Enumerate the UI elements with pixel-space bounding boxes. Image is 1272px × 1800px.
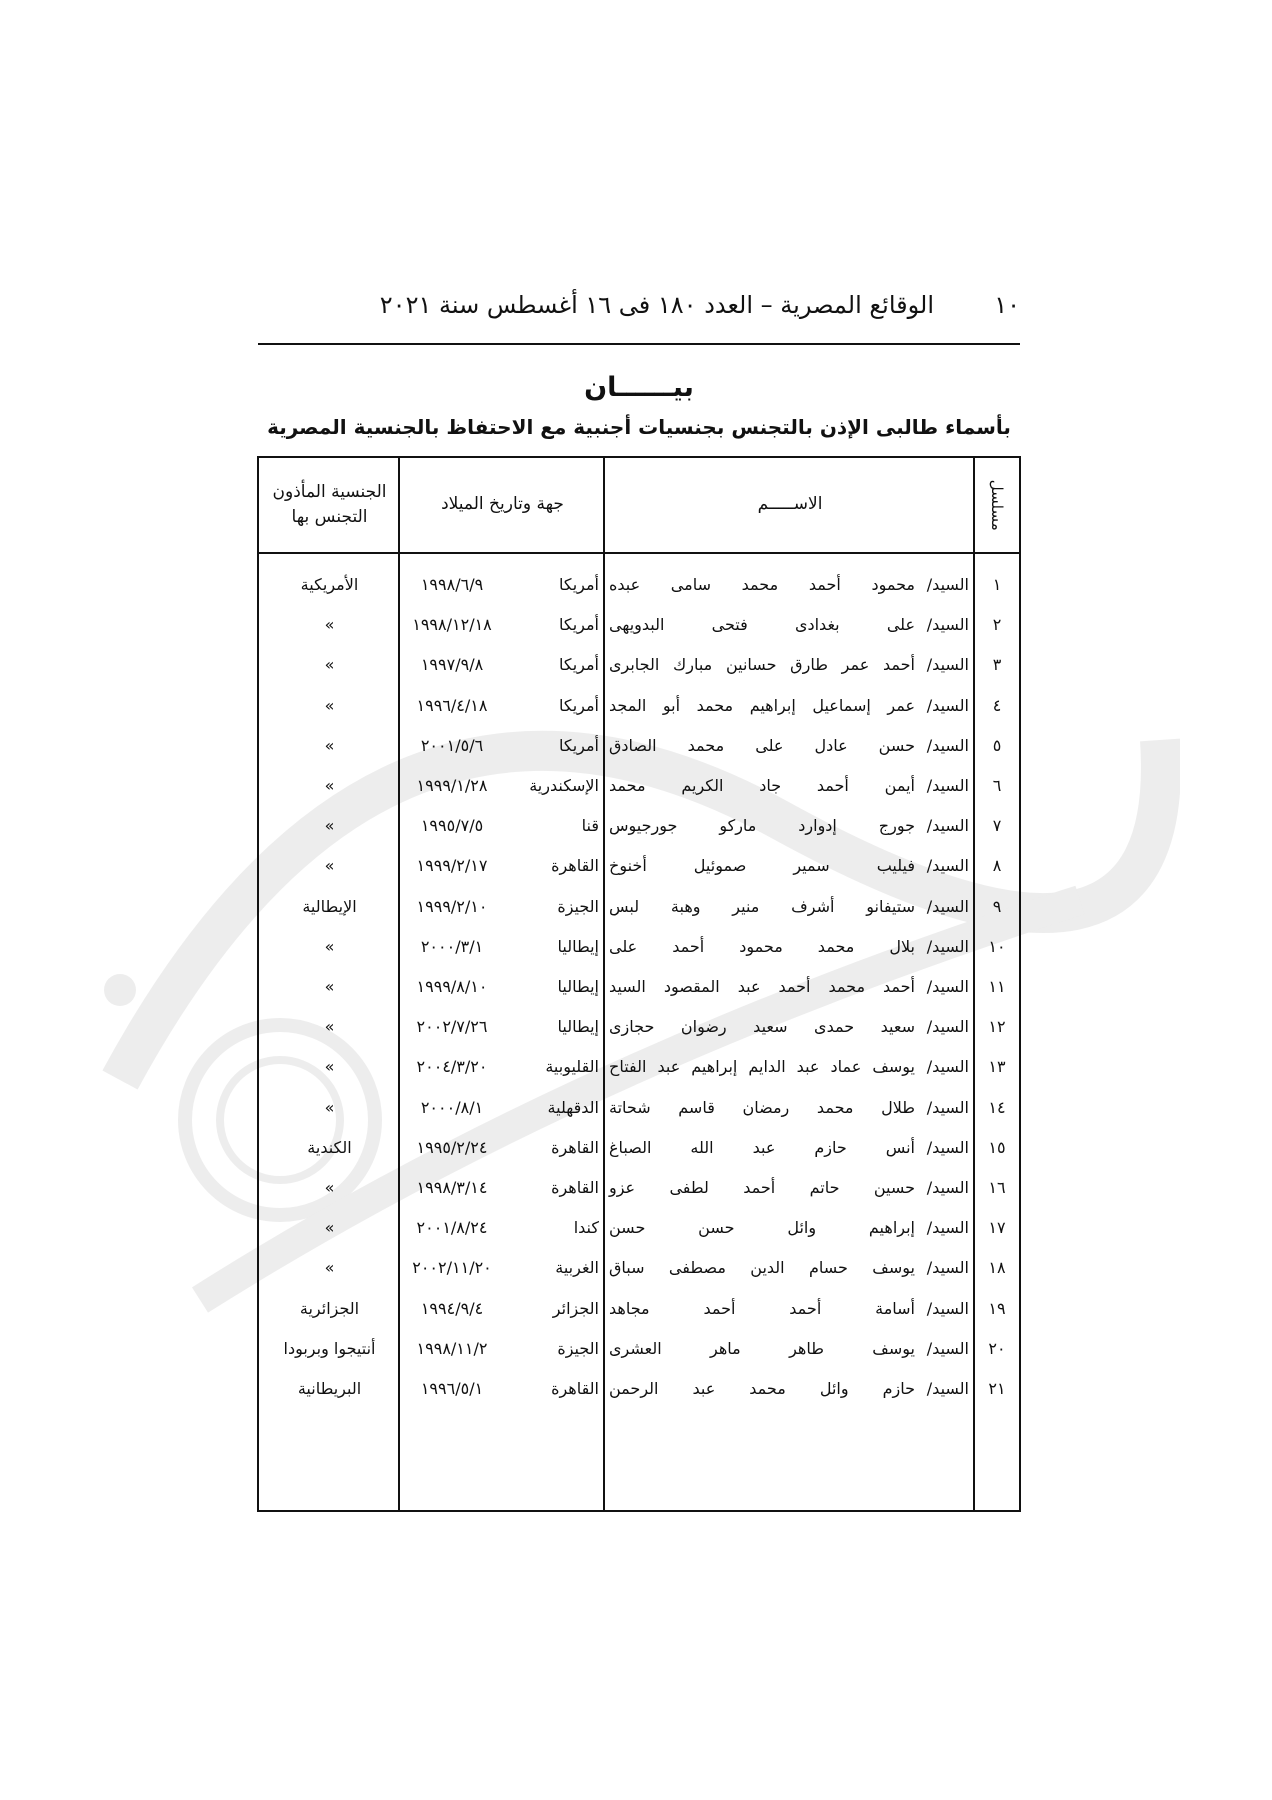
table-row (259, 1366, 1019, 1412)
row-name: سعيد حمدى سعيد رضوان حجازى (609, 1017, 915, 1037)
row-serial: ١٢ (988, 1017, 1006, 1037)
row-name: على بغدادى فتحى البدويهى (609, 615, 915, 635)
table-row (259, 803, 1019, 849)
row-serial: ٢٠ (988, 1338, 1006, 1358)
table-row (259, 964, 1019, 1010)
row-prefix: السيد/ (926, 1178, 969, 1197)
row-prefix: السيد/ (926, 655, 969, 675)
row-name: حسين حاتم أحمد لطفى عزو (609, 1178, 915, 1197)
row-birth-date: ٢٠٠١/٥/٦ (420, 735, 484, 755)
row-birth-date: ١٩٩٨/١١/٢ (416, 1338, 488, 1358)
row-birth-date: ١٩٩٨/٣/١٤ (416, 1178, 488, 1197)
table-row (259, 602, 1019, 648)
table-row (259, 1085, 1019, 1131)
row-nationality: الأمريكية (300, 575, 359, 594)
row-birth-place: أمريكا (558, 735, 599, 755)
row-prefix: السيد/ (926, 575, 969, 594)
column-header-serial: مسلسل (988, 479, 1007, 531)
row-birth-place: القليوبية (545, 1057, 599, 1077)
row-name: فيليب سمير صموئيل أخنوخ (609, 856, 915, 876)
row-serial: ٩ (992, 896, 1002, 916)
row-nationality: » (324, 1218, 335, 1238)
table-row (259, 683, 1019, 729)
row-birth-place: كندا (573, 1218, 599, 1238)
row-prefix: السيد/ (926, 776, 969, 795)
table-row (259, 763, 1019, 809)
row-birth-date: ١٩٩٨/٦/٩ (420, 575, 484, 594)
page-header (258, 287, 1020, 333)
table-row (259, 1125, 1019, 1171)
row-prefix: السيد/ (926, 856, 969, 876)
row-prefix: السيد/ (926, 735, 969, 755)
row-prefix: السيد/ (926, 977, 969, 996)
row-nationality: » (324, 655, 335, 675)
row-birth-date: ١٩٩٨/١٢/١٨ (412, 615, 492, 635)
row-prefix: السيد/ (926, 1258, 969, 1278)
row-prefix: السيد/ (926, 896, 969, 916)
row-birth-place: أمريكا (558, 655, 599, 675)
document-subtitle: بأسماء طالبى الإذن بالتجنس بجنسيات أجنبية مع الاحتفاظ بالجنسية المصرية (267, 415, 1011, 439)
row-birth-date: ١٩٩٩/٨/١٠ (416, 977, 488, 996)
table-row (259, 924, 1019, 970)
row-birth-place: الجيزة (557, 896, 599, 916)
row-birth-date: ٢٠٠٤/٣/٢٠ (416, 1057, 488, 1077)
document-title: بيــــــان (584, 372, 694, 403)
row-birth-date: ١٩٩٩/٢/١٧ (416, 856, 488, 876)
table-row (259, 723, 1019, 769)
row-serial: ٥ (992, 735, 1002, 755)
row-serial: ٦ (992, 776, 1002, 795)
row-birth-place: الجزائر (552, 1298, 599, 1318)
row-nationality: البريطانية (297, 1379, 362, 1398)
table-row (259, 1004, 1019, 1050)
row-birth-date: ٢٠٠١/٨/٢٤ (416, 1218, 488, 1238)
row-prefix: السيد/ (926, 695, 969, 715)
table-row (259, 642, 1019, 688)
row-birth-date: ٢٠٠٢/١١/٢٠ (412, 1258, 492, 1278)
row-name: أيمن أحمد جاد الكريم محمد (609, 776, 915, 795)
row-birth-date: ١٩٩٥/٧/٥ (420, 816, 484, 836)
column-header-birth: جهة وتاريخ الميلاد (441, 494, 564, 515)
table-row (259, 1326, 1019, 1372)
row-name: ستيفانو أشرف منير وهبة لبس (609, 896, 915, 916)
table-row (259, 1286, 1019, 1332)
row-prefix: السيد/ (926, 1017, 969, 1037)
column-header-nationality: الجنسية المأذون التجنس بها (272, 481, 387, 527)
row-birth-date: ٢٠٠٢/٧/٢٦ (416, 1017, 488, 1037)
row-prefix: السيد/ (926, 1137, 969, 1157)
row-birth-place: القاهرة (551, 856, 599, 876)
row-nationality: أنتيجوا وبربودا (283, 1338, 376, 1358)
row-nationality: الكندية (307, 1137, 352, 1157)
names-table (257, 456, 1021, 1512)
row-serial: ١٠ (988, 936, 1006, 956)
row-serial: ٣ (992, 655, 1002, 675)
row-serial: ١١ (988, 977, 1006, 996)
row-serial: ١٦ (988, 1178, 1006, 1197)
row-birth-date: ٢٠٠٠/٣/١ (420, 936, 484, 956)
row-birth-place: أمريكا (558, 575, 599, 594)
row-serial: ١٩ (988, 1298, 1006, 1318)
row-birth-place: الدقهلية (547, 1097, 599, 1117)
row-nationality: » (324, 856, 335, 876)
row-birth-date: ١٩٩٥/٢/٢٤ (416, 1137, 488, 1157)
row-serial: ١٤ (988, 1097, 1006, 1117)
row-birth-place: إيطاليا (557, 1017, 599, 1037)
row-prefix: السيد/ (926, 1097, 969, 1117)
row-birth-place: الإسكندرية (529, 776, 599, 795)
row-nationality: » (324, 615, 335, 635)
row-birth-place: الجيزة (557, 1338, 599, 1358)
row-birth-date: ١٩٩٦/٥/١ (420, 1379, 484, 1398)
row-prefix: السيد/ (926, 936, 969, 956)
row-birth-place: الغربية (555, 1258, 599, 1278)
table-row (259, 884, 1019, 930)
row-serial: ٤ (992, 695, 1002, 715)
row-serial: ٢ (992, 615, 1002, 635)
row-nationality: » (324, 1017, 335, 1037)
row-name: جورج إدوارد ماركو جورجيوس (609, 816, 915, 836)
row-nationality: » (324, 1178, 335, 1197)
row-serial: ٧ (992, 816, 1002, 836)
row-serial: ١٧ (988, 1218, 1006, 1238)
page-number: ١٠ (994, 291, 1020, 319)
row-nationality: » (324, 735, 335, 755)
row-birth-place: أمريكا (558, 615, 599, 635)
row-serial: ١٨ (988, 1258, 1006, 1278)
row-nationality: » (324, 776, 335, 795)
row-nationality: » (324, 695, 335, 715)
table-row (259, 1165, 1019, 1211)
row-prefix: السيد/ (926, 615, 969, 635)
row-name: طلال محمد رمضان قاسم شحاتة (609, 1097, 915, 1117)
row-name: حازم وائل محمد عبد الرحمن (609, 1379, 915, 1398)
row-name: يوسف عماد عبد الدايم إبراهيم عبد الفتاح (609, 1057, 915, 1077)
row-serial: ١٣ (988, 1057, 1006, 1077)
row-birth-date: ١٩٩٩/٢/١٠ (416, 896, 488, 916)
row-name: يوسف طاهر ماهر العشرى (609, 1338, 915, 1358)
row-birth-place: القاهرة (551, 1137, 599, 1157)
row-name: بلال محمد محمود أحمد على (609, 936, 915, 956)
row-prefix: السيد/ (926, 1338, 969, 1358)
row-nationality: » (324, 1258, 335, 1278)
row-name: أنس حازم عبد الله الصباغ (609, 1137, 915, 1157)
row-name: أحمد عمر طارق حسانين مبارك الجابرى (609, 655, 915, 675)
row-serial: ١ (992, 575, 1002, 594)
row-birth-place: القاهرة (551, 1379, 599, 1398)
row-nationality: الإيطالية (302, 896, 357, 916)
row-prefix: السيد/ (926, 1057, 969, 1077)
row-birth-date: ١٩٩٧/٩/٨ (420, 655, 484, 675)
row-prefix: السيد/ (926, 1379, 969, 1398)
column-header-name: الاســـــم (757, 494, 823, 515)
row-prefix: السيد/ (926, 1298, 969, 1318)
row-birth-place: إيطاليا (557, 977, 599, 996)
row-nationality: » (324, 816, 335, 836)
row-birth-place: قنا (581, 816, 599, 836)
row-birth-place: إيطاليا (557, 936, 599, 956)
row-name: عمر إسماعيل إبراهيم محمد أبو المجد (609, 695, 915, 715)
row-name: يوسف حسام الدين مصطفى سباق (609, 1258, 915, 1278)
row-birth-place: أمريكا (558, 695, 599, 715)
table-row (259, 562, 1019, 608)
row-name: محمود أحمد محمد سامى عبده (609, 575, 915, 594)
row-prefix: السيد/ (926, 1218, 969, 1238)
row-name: إبراهيم وائل حسن حسن (609, 1218, 915, 1238)
row-nationality: » (324, 1057, 335, 1077)
row-serial: ٢١ (988, 1379, 1006, 1398)
row-birth-date: ٢٠٠٠/٨/١ (420, 1097, 484, 1117)
row-nationality: » (324, 1097, 335, 1117)
gazette-title: الوقائع المصرية – العدد ١٨٠ فى ١٦ أغسطس سنة ٢٠٢١ (379, 291, 934, 319)
row-birth-date: ١٩٩٤/٩/٤ (420, 1298, 484, 1318)
row-name: أسامة أحمد أحمد مجاهد (609, 1298, 915, 1318)
row-birth-place: القاهرة (551, 1178, 599, 1197)
row-nationality: الجزائرية (299, 1298, 360, 1318)
table-row (259, 843, 1019, 889)
header-rule (258, 343, 1020, 345)
table-row (259, 1245, 1019, 1291)
row-name: حسن عادل على محمد الصادق (609, 735, 915, 755)
header-row-divider (259, 552, 1019, 554)
row-birth-date: ١٩٩٦/٤/١٨ (416, 695, 488, 715)
row-prefix: السيد/ (926, 816, 969, 836)
row-birth-date: ١٩٩٩/١/٢٨ (416, 776, 488, 795)
row-serial: ١٥ (988, 1137, 1006, 1157)
table-row (259, 1205, 1019, 1251)
row-serial: ٨ (992, 856, 1002, 876)
row-nationality: » (324, 977, 335, 996)
row-name: أحمد محمد أحمد عبد المقصود السيد (609, 977, 915, 996)
table-row (259, 1044, 1019, 1090)
row-nationality: » (324, 936, 335, 956)
